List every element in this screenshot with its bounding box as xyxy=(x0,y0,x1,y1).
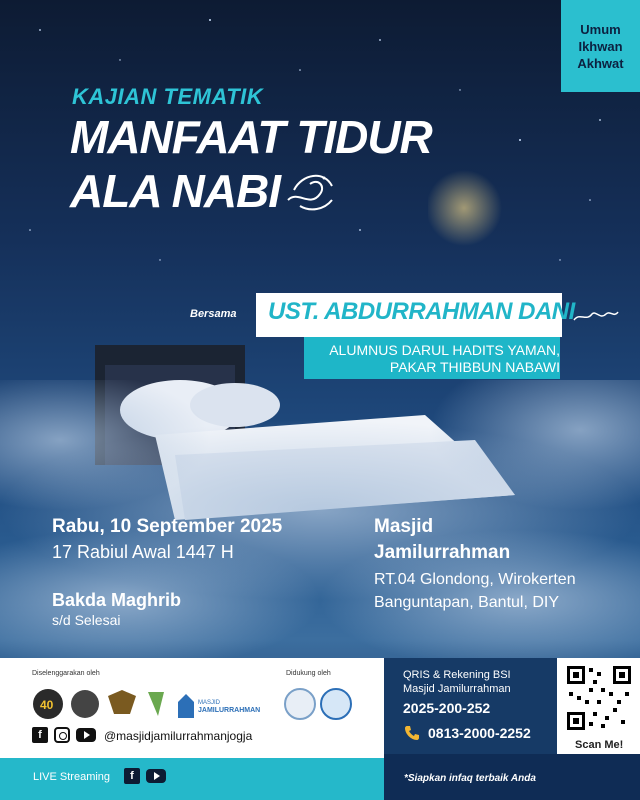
scan-label: Scan Me! xyxy=(575,739,624,751)
badge-line: Ikhwan xyxy=(578,38,623,54)
qris-label-line1: QRIS & Rekening BSI xyxy=(403,669,511,681)
venue-address-line1: RT.04 Glondong, Wirokerten xyxy=(374,571,576,588)
organizer-logo-2-icon xyxy=(71,690,99,718)
speaker-name: UST. ABDURRAHMAN DANI xyxy=(268,298,575,325)
live-streaming-icons xyxy=(124,768,166,784)
instagram-handle[interactable]: @masjidjamilurrahmanjogja xyxy=(104,729,253,743)
event-time: Bakda Maghrib xyxy=(52,590,182,610)
qris-label-line2: Masjid Jamilurrahman xyxy=(403,683,511,695)
live-streaming-label: LIVE Streaming xyxy=(33,771,111,783)
facebook-icon[interactable]: f xyxy=(32,727,48,743)
supporter-label: Didukung oleh xyxy=(286,670,331,677)
event-title-line1: MANFAAT TIDUR xyxy=(70,111,432,163)
venue-address-line2: Banguntapan, Bantul, DIY xyxy=(374,594,560,611)
youtube-icon[interactable] xyxy=(146,769,166,783)
masjid-logo-text: MASJID xyxy=(198,700,221,706)
badge-line: Akhwat xyxy=(577,55,624,71)
crescent-moon-icon xyxy=(428,170,508,250)
partner-logos xyxy=(30,684,370,724)
venue-name-line2: Jamilurrahman xyxy=(374,542,511,563)
phone-icon xyxy=(403,724,421,742)
qr-code[interactable] xyxy=(565,664,633,732)
facebook-icon[interactable]: f xyxy=(124,768,140,784)
organizer-logo-4-icon xyxy=(148,692,164,716)
bank-account-number: 2025-200-252 xyxy=(403,700,491,716)
social-icons xyxy=(32,727,96,743)
badge-line: Umum xyxy=(580,21,621,37)
speaker-desc-line1: ALUMNUS DARUL HADITS YAMAN, xyxy=(329,342,560,358)
speaker-desc-line2: PAKAR THIBBUN NABAWI xyxy=(389,359,560,375)
instagram-icon[interactable] xyxy=(54,727,70,743)
supporter-logo-2-icon xyxy=(321,689,351,719)
calligraphy-saw-icon xyxy=(280,160,340,220)
youtube-icon[interactable] xyxy=(76,728,96,742)
audience-badge xyxy=(561,0,640,92)
event-subtitle: KAJIAN TEMATIK xyxy=(72,84,264,109)
event-hijri-date: 17 Rabiul Awal 1447 H xyxy=(52,542,234,562)
organizer-label: Diselenggarakan oleh xyxy=(32,670,100,677)
speaker-intro: Bersama xyxy=(190,308,237,320)
svg-text:40: 40 xyxy=(40,698,54,712)
masjid-logo-icon xyxy=(178,694,194,718)
event-end: s/d Selesai xyxy=(52,612,121,628)
contact-phone[interactable]: 0813-2000-2252 xyxy=(428,725,531,741)
supporter-logo-1-icon xyxy=(285,689,315,719)
venue-name-line1: Masjid xyxy=(374,516,434,537)
organizer-logo-3-icon xyxy=(108,690,136,714)
event-date: Rabu, 10 September 2025 xyxy=(52,516,283,537)
event-title-line2: ALA NABI xyxy=(70,165,281,217)
infaq-note: *Siapkan infaq terbaik Anda xyxy=(404,773,536,784)
calligraphy-hafizahullah-icon xyxy=(570,306,620,326)
masjid-logo-text: JAMILURRAHMAN xyxy=(198,707,261,714)
